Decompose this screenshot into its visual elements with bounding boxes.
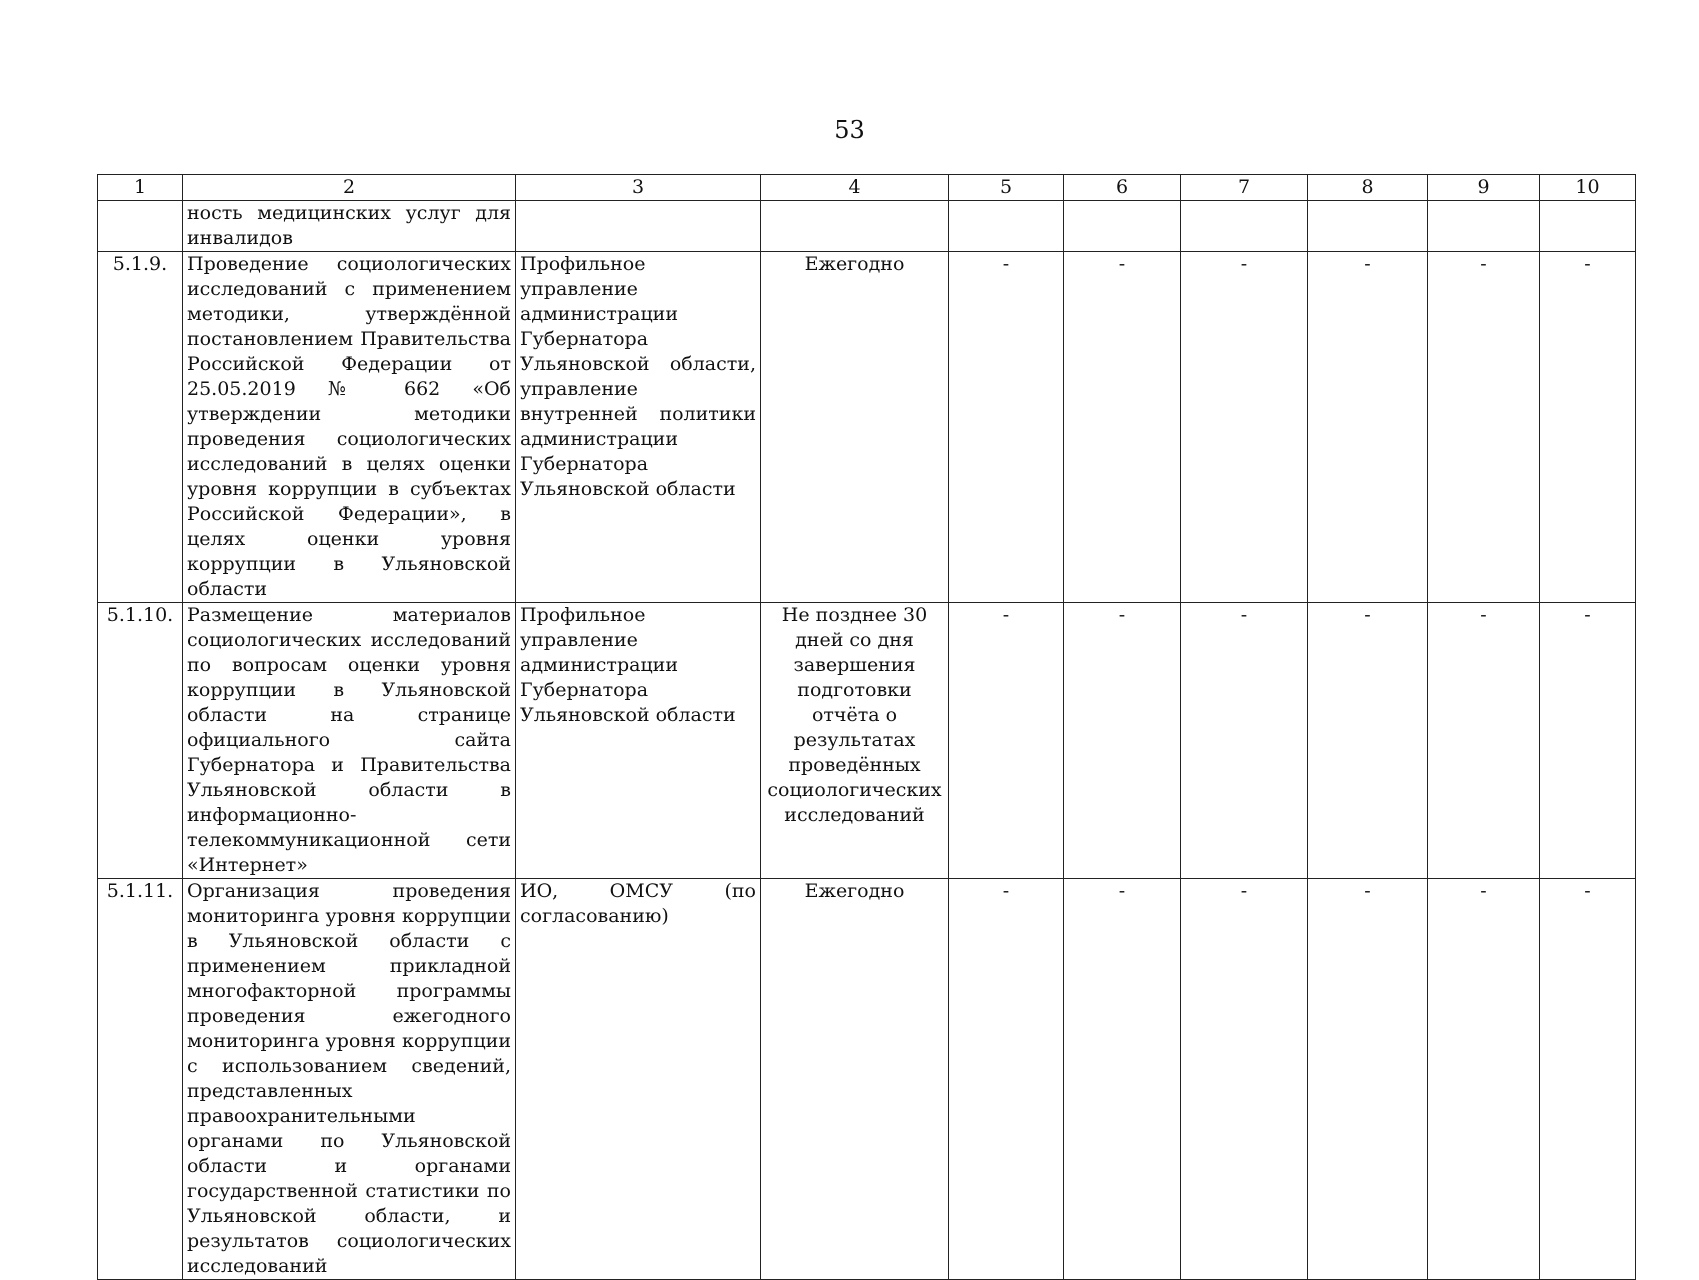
value-cell: - (1428, 252, 1540, 603)
executor: ИО, ОМСУ (по согласованию) (516, 879, 761, 1280)
table-row (98, 879, 1636, 1280)
empty-cell (1540, 201, 1636, 252)
value-cell: - (1064, 252, 1181, 603)
deadline: Ежегодно (761, 252, 949, 603)
column-header: 6 (1064, 175, 1181, 201)
continuation-row (98, 201, 1636, 252)
column-header: 8 (1308, 175, 1428, 201)
item-number: 5.1.11. (98, 879, 183, 1280)
deadline: Ежегодно (761, 879, 949, 1280)
value-cell: - (949, 603, 1064, 879)
item-number (98, 201, 183, 252)
empty-cell (1064, 201, 1181, 252)
item-number: 5.1.10. (98, 603, 183, 879)
column-header: 4 (761, 175, 949, 201)
empty-cell (1181, 201, 1308, 252)
value-cell: - (1064, 603, 1181, 879)
value-cell: - (1540, 603, 1636, 879)
value-cell: - (1181, 252, 1308, 603)
table-row (98, 252, 1636, 603)
deadline: Не позднее 30 дней со дня завершения подготовки отчёта о результатах проведённых социологических исследований (761, 603, 949, 879)
empty-cell (949, 201, 1064, 252)
item-number: 5.1.9. (98, 252, 183, 603)
event-description: ность медицинских услуг для инвалидов (183, 201, 516, 252)
executor: Профильное управление администрации Губернатора Ульяновской области, управление внутренней политики администрации Губернатора Ульяновской области (516, 252, 761, 603)
action-plan-table (97, 174, 1636, 1280)
executor (516, 201, 761, 252)
column-header: 9 (1428, 175, 1540, 201)
value-cell: - (1308, 603, 1428, 879)
column-header: 1 (98, 175, 183, 201)
value-cell: - (949, 879, 1064, 1280)
event-description: Размещение материалов социологических исследований по вопросам оценки уровня коррупции в Ульяновской области на странице официального сайта Губернатора и Правительства Ульяновской области в информационно-телекоммуникационной сети «Интернет» (183, 603, 516, 879)
column-header: 2 (183, 175, 516, 201)
empty-cell (1428, 201, 1540, 252)
column-header: 7 (1181, 175, 1308, 201)
page-number: 53 (834, 116, 865, 144)
event-description: Организация проведения мониторинга уровня коррупции в Ульяновской области с применением прикладной многофакторной программы проведения ежегодного мониторинга уровня коррупции с использованием сведений, представленных правоохранительными органами по Ульяновской области и органами государственной статистики по Ульяновской области, и результатов социологических исследований (183, 879, 516, 1280)
value-cell: - (1540, 879, 1636, 1280)
table-row (98, 603, 1636, 879)
value-cell: - (1428, 603, 1540, 879)
column-header: 10 (1540, 175, 1636, 201)
executor: Профильное управление администрации Губернатора Ульяновской области (516, 603, 761, 879)
value-cell: - (949, 252, 1064, 603)
column-header: 3 (516, 175, 761, 201)
value-cell: - (1308, 252, 1428, 603)
value-cell: - (1428, 879, 1540, 1280)
value-cell: - (1181, 603, 1308, 879)
value-cell: - (1308, 879, 1428, 1280)
deadline (761, 201, 949, 252)
event-description: Проведение социологических исследований с применением методики, утверждённой постановлением Правительства Российской Федерации от 25.05.2019 № 662 «Об утверждении методики проведения социологических исследований в целях оценки уровня коррупции в субъектах Российской Федерации», в целях оценки уровня коррупции в Ульяновской области (183, 252, 516, 603)
value-cell: - (1064, 879, 1181, 1280)
column-number-row (98, 175, 1636, 201)
value-cell: - (1181, 879, 1308, 1280)
column-header: 5 (949, 175, 1064, 201)
empty-cell (1308, 201, 1428, 252)
value-cell: - (1540, 252, 1636, 603)
